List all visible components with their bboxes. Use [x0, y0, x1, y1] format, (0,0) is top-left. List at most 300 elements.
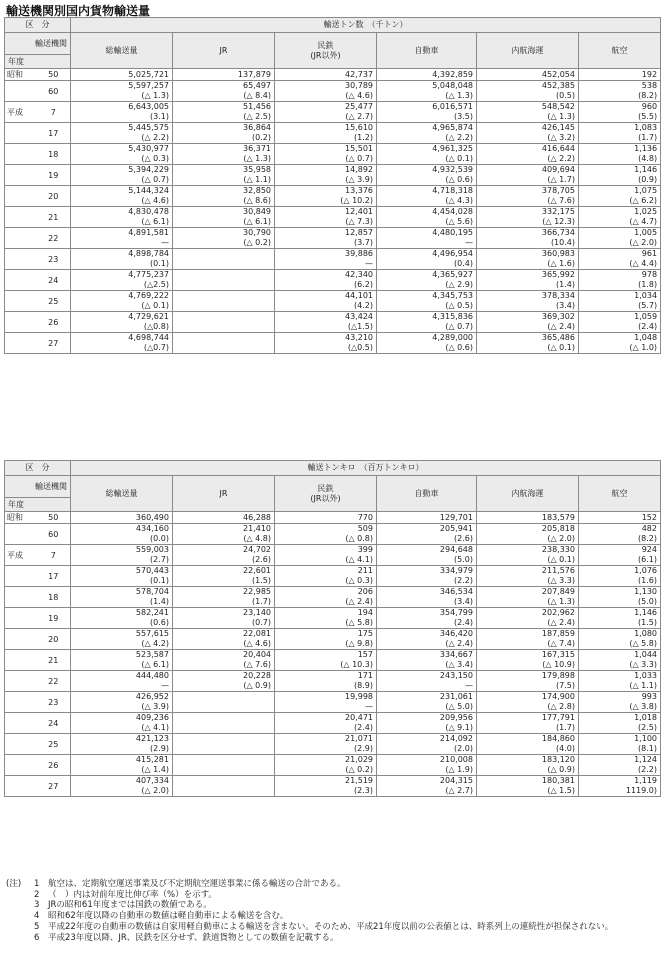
note-number: 4 [34, 911, 40, 922]
value-cell: 4,769,222 [71, 291, 173, 302]
value-cell: 1,146 [579, 608, 661, 619]
pct-cell [173, 301, 275, 312]
value-cell [173, 270, 275, 281]
value-cell: 194 [275, 608, 377, 619]
pct-cell: (△ 3.8) [579, 702, 661, 713]
value-cell: 205,818 [477, 524, 579, 535]
era-label: 昭和 [5, 512, 37, 524]
value-cell [173, 249, 275, 260]
value-cell: 334,979 [377, 566, 477, 577]
era-label [5, 249, 37, 270]
era-label [5, 207, 37, 228]
pct-cell: (△ 2.2) [477, 154, 579, 165]
table-row-pct [5, 786, 661, 797]
pct-cell: (1.4) [71, 597, 173, 608]
pct-cell: (△ 0.7) [275, 154, 377, 165]
value-cell: 4,392,859 [377, 69, 477, 81]
value-cell: 559,003 [71, 545, 173, 556]
pct-cell: (3.4) [377, 597, 477, 608]
value-cell: 167,315 [477, 650, 579, 661]
value-cell: 378,705 [477, 186, 579, 197]
value-cell: 4,289,000 [377, 333, 477, 344]
value-cell: 211,576 [477, 566, 579, 577]
value-cell: 25,477 [275, 102, 377, 113]
era-label [5, 734, 37, 755]
pct-cell: (△ 4.1) [71, 723, 173, 734]
table-row [5, 291, 661, 302]
value-cell: 1,136 [579, 144, 661, 155]
note-text: 平成23年度以降、JR、民鉄を区分せず、鉄道貨物としての数値を記載する。 [48, 932, 339, 943]
pct-cell: (△ 4.7) [579, 217, 661, 228]
value-cell: 407,334 [71, 776, 173, 787]
pct-cell: (△0.7) [71, 343, 173, 354]
value-cell: 175 [275, 629, 377, 640]
value-cell: 177,791 [477, 713, 579, 724]
table-row [5, 228, 661, 239]
value-cell: 582,241 [71, 608, 173, 619]
era-label [5, 123, 37, 144]
pct-cell: — [275, 259, 377, 270]
value-cell: 1,130 [579, 587, 661, 598]
pct-cell: (△ 9.1) [377, 723, 477, 734]
pct-cell: (△ 5.6) [377, 217, 477, 228]
era-label [5, 333, 37, 354]
value-cell: 4,729,621 [71, 312, 173, 323]
value-cell: 20,228 [173, 671, 275, 682]
value-cell: 5,048,048 [377, 81, 477, 92]
value-cell: 24,702 [173, 545, 275, 556]
value-cell: 1,146 [579, 165, 661, 176]
value-cell: 23,140 [173, 608, 275, 619]
table-row [5, 776, 661, 787]
value-cell: 960 [579, 102, 661, 113]
era-label [5, 81, 37, 102]
era-label [5, 608, 37, 629]
column-header: 内航海運 [477, 476, 579, 512]
pct-cell: (△ 0.9) [173, 681, 275, 692]
era-label [5, 671, 37, 692]
pct-cell: (△ 4.6) [173, 639, 275, 650]
pct-cell: (1.6) [579, 576, 661, 587]
pct-cell: (△ 3.9) [275, 175, 377, 186]
pct-cell: (△ 0.7) [377, 322, 477, 333]
note-item [6, 879, 661, 890]
pct-cell: (△ 3.3) [477, 576, 579, 587]
pct-cell: — [71, 681, 173, 692]
value-cell: 44,101 [275, 291, 377, 302]
value-cell: 15,610 [275, 123, 377, 134]
pct-cell: (2.5) [579, 723, 661, 734]
note-number: 1 [34, 879, 40, 889]
value-cell: 4,932,539 [377, 165, 477, 176]
pct-cell: (1.2) [275, 133, 377, 144]
value-cell: 35,958 [173, 165, 275, 176]
pct-cell: (△ 0.1) [377, 154, 477, 165]
value-cell: 207,849 [477, 587, 579, 598]
year-header: 年度 [5, 55, 71, 69]
value-cell: 152 [579, 512, 661, 524]
table-row-pct [5, 322, 661, 333]
table-row [5, 671, 661, 682]
value-cell: 4,480,195 [377, 228, 477, 239]
pct-cell: (△ 0.1) [477, 343, 579, 354]
value-cell: 360,983 [477, 249, 579, 260]
table-row [5, 587, 661, 598]
value-cell: 171 [275, 671, 377, 682]
pct-cell: (3.7) [275, 238, 377, 249]
value-cell: 426,952 [71, 692, 173, 703]
pct-cell: (0.5) [477, 91, 579, 102]
unit-header: 輸送トンキロ （百万トンキロ） [71, 461, 661, 476]
year-label: 22 [37, 228, 71, 249]
pct-cell: (△ 2.9) [377, 280, 477, 291]
table-row [5, 333, 661, 344]
table-row-pct [5, 301, 661, 312]
value-cell: 4,961,325 [377, 144, 477, 155]
table-row [5, 629, 661, 640]
value-cell: 6,016,571 [377, 102, 477, 113]
pct-cell: (△ 3.9) [71, 702, 173, 713]
pct-cell [173, 765, 275, 776]
pct-cell: (8.1) [579, 744, 661, 755]
pct-cell: (△1.5) [275, 322, 377, 333]
table-row [5, 81, 661, 92]
table-row-pct [5, 343, 661, 354]
pct-cell: (△0.5) [275, 343, 377, 354]
value-cell: 346,420 [377, 629, 477, 640]
table-row-pct [5, 175, 661, 186]
value-cell: 332,175 [477, 207, 579, 218]
year-label: 22 [37, 671, 71, 692]
pct-cell: (△ 2.4) [477, 618, 579, 629]
column-header: 自動車 [377, 476, 477, 512]
pct-cell: (5.5) [579, 112, 661, 123]
value-cell: 548,542 [477, 102, 579, 113]
value-cell: 238,330 [477, 545, 579, 556]
table-row [5, 566, 661, 577]
value-cell: 4,454,028 [377, 207, 477, 218]
year-label: 60 [37, 524, 71, 545]
value-cell: 1,124 [579, 755, 661, 766]
value-cell: 434,160 [71, 524, 173, 535]
year-label: 26 [37, 755, 71, 776]
table-row [5, 512, 661, 524]
pct-cell: (△ 1.3) [377, 91, 477, 102]
pct-cell: (△ 2.7) [377, 786, 477, 797]
value-cell: 426,145 [477, 123, 579, 134]
pct-cell: (△ 8.6) [173, 196, 275, 207]
section-header: 区 分 [5, 461, 71, 476]
pct-cell: (△ 0.7) [71, 175, 173, 186]
table-row-pct [5, 555, 661, 566]
pct-cell: (2.2) [377, 576, 477, 587]
value-cell: 578,704 [71, 587, 173, 598]
value-cell: 231,061 [377, 692, 477, 703]
pct-cell: (△ 2.2) [71, 133, 173, 144]
value-cell: 1,048 [579, 333, 661, 344]
pct-cell: (2.6) [173, 555, 275, 566]
table-row-pct [5, 112, 661, 123]
pct-cell: (2.4) [275, 723, 377, 734]
value-cell [173, 692, 275, 703]
table-row-pct [5, 259, 661, 270]
tonnage-table [4, 17, 661, 354]
table-row-pct [5, 217, 661, 228]
column-header: 民鉄 (JR以外) [275, 33, 377, 69]
pct-cell: (0.2) [173, 133, 275, 144]
value-cell: 42,737 [275, 69, 377, 81]
pct-cell: (3.5) [377, 112, 477, 123]
value-cell: 187,859 [477, 629, 579, 640]
table-row [5, 144, 661, 155]
pct-cell: — [377, 238, 477, 249]
column-header: 自動車 [377, 33, 477, 69]
value-cell: 129,701 [377, 512, 477, 524]
value-cell: 20,471 [275, 713, 377, 724]
value-cell: 15,501 [275, 144, 377, 155]
table-row-pct [5, 280, 661, 291]
pct-cell: (0.1) [71, 259, 173, 270]
value-cell: 21,071 [275, 734, 377, 745]
pct-cell [173, 280, 275, 291]
value-cell: 1,119 [579, 776, 661, 787]
pct-cell: (0.0) [71, 534, 173, 545]
era-label [5, 713, 37, 734]
note-text: 航空は、定期航空運送事業及び不定期航空運送事業に係る輸送の合計である。 [48, 879, 346, 889]
year-label: 24 [37, 713, 71, 734]
table-row-pct [5, 133, 661, 144]
year-label: 25 [37, 291, 71, 312]
column-header: 内航海運 [477, 33, 579, 69]
era-label [5, 165, 37, 186]
value-cell: 557,615 [71, 629, 173, 640]
era-label [5, 270, 37, 291]
pct-cell [173, 343, 275, 354]
value-cell: 523,587 [71, 650, 173, 661]
pct-cell: (△ 12.3) [477, 217, 579, 228]
value-cell: 1,083 [579, 123, 661, 134]
note-number: 2 [34, 889, 40, 900]
note-item [6, 911, 661, 922]
value-cell: 509 [275, 524, 377, 535]
note-number: 6 [34, 932, 40, 943]
pct-cell: (2.0) [377, 744, 477, 755]
pct-cell: (△ 7.3) [275, 217, 377, 228]
value-cell: 4,830,478 [71, 207, 173, 218]
pct-cell: (△ 6.2) [579, 196, 661, 207]
table-row [5, 312, 661, 323]
pct-cell: (2.9) [71, 744, 173, 755]
value-cell: 4,965,874 [377, 123, 477, 134]
era-label [5, 629, 37, 650]
year-label: 26 [37, 312, 71, 333]
value-cell: 4,891,581 [71, 228, 173, 239]
table-row-pct [5, 576, 661, 587]
value-cell: 243,150 [377, 671, 477, 682]
pct-cell: (△ 1.4) [71, 765, 173, 776]
value-cell: 43,210 [275, 333, 377, 344]
pct-cell: — [377, 681, 477, 692]
value-cell: 1,034 [579, 291, 661, 302]
table-row [5, 186, 661, 197]
year-label: 60 [37, 81, 71, 102]
tonkm-table [4, 460, 661, 797]
pct-cell [173, 702, 275, 713]
era-label [5, 566, 37, 587]
value-cell: 137,879 [173, 69, 275, 81]
pct-cell: (△ 4.8) [173, 534, 275, 545]
note-number: 5 [34, 921, 40, 932]
pct-cell: (△ 4.4) [579, 259, 661, 270]
era-label: 平成 [5, 545, 37, 566]
value-cell: 416,644 [477, 144, 579, 155]
pct-cell: (△ 2.2) [377, 133, 477, 144]
table-row-pct [5, 618, 661, 629]
pct-cell: — [71, 238, 173, 249]
pct-cell: (△ 10.2) [275, 196, 377, 207]
pct-cell: (△ 2.0) [477, 534, 579, 545]
value-cell: 19,998 [275, 692, 377, 703]
value-cell: 4,496,954 [377, 249, 477, 260]
note-text: 昭和62年度以降の自動車の数値は軽自動車による輸送を含む。 [48, 911, 289, 922]
value-cell: 202,962 [477, 608, 579, 619]
year-label: 50 [37, 69, 71, 81]
value-cell: 444,480 [71, 671, 173, 682]
pct-cell: (0.1) [71, 576, 173, 587]
note-label [6, 911, 34, 922]
table-row-pct [5, 196, 661, 207]
value-cell: 5,430,977 [71, 144, 173, 155]
value-cell: 184,860 [477, 734, 579, 745]
value-cell: 30,790 [173, 228, 275, 239]
note-label [6, 900, 34, 911]
note-text: （ ）内は対前年度比伸び率（%）を示す。 [48, 889, 217, 900]
pct-cell: (△ 10.9) [477, 660, 579, 671]
year-label: 18 [37, 144, 71, 165]
pct-cell: (△ 2.0) [71, 786, 173, 797]
value-cell: 346,534 [377, 587, 477, 598]
note-item [6, 890, 661, 901]
value-cell [173, 734, 275, 745]
value-cell: 4,718,318 [377, 186, 477, 197]
pct-cell: (△ 3.3) [579, 660, 661, 671]
pct-cell: (1.5) [173, 576, 275, 587]
note-item [6, 900, 661, 911]
table-row-pct [5, 597, 661, 608]
pct-cell: (△ 0.1) [71, 301, 173, 312]
value-cell: 415,281 [71, 755, 173, 766]
era-label [5, 587, 37, 608]
pct-cell: (△ 1.0) [579, 343, 661, 354]
year-label: 27 [37, 333, 71, 354]
pct-cell: (2.3) [275, 786, 377, 797]
pct-cell: (△ 1.1) [173, 175, 275, 186]
pct-cell [173, 259, 275, 270]
value-cell: 334,667 [377, 650, 477, 661]
value-cell: 192 [579, 69, 661, 81]
notes [6, 879, 661, 943]
pct-cell: (△ 9.8) [275, 639, 377, 650]
pct-cell: (1.4) [477, 280, 579, 291]
pct-cell: (△ 0.5) [377, 301, 477, 312]
pct-cell: (3.4) [477, 301, 579, 312]
table-row-pct [5, 534, 661, 545]
value-cell: 211 [275, 566, 377, 577]
value-cell: 570,443 [71, 566, 173, 577]
section-header: 区 分 [5, 18, 71, 33]
table-row [5, 69, 661, 81]
value-cell: 5,144,324 [71, 186, 173, 197]
value-cell: 409,236 [71, 713, 173, 724]
value-cell: 378,334 [477, 291, 579, 302]
year-label: 20 [37, 186, 71, 207]
table-row-pct [5, 681, 661, 692]
value-cell: 43,424 [275, 312, 377, 323]
table-row [5, 102, 661, 113]
value-cell: 20,404 [173, 650, 275, 661]
value-cell: 209,956 [377, 713, 477, 724]
value-cell: 421,123 [71, 734, 173, 745]
note-item [6, 933, 661, 944]
pct-cell: (1.7) [173, 597, 275, 608]
value-cell: 1,025 [579, 207, 661, 218]
pct-cell: (△ 1.6) [477, 259, 579, 270]
table-row [5, 755, 661, 766]
year-label: 7 [37, 545, 71, 566]
pct-cell: (△ 1.3) [173, 154, 275, 165]
value-cell: 1,080 [579, 629, 661, 640]
pct-cell: (△ 7.4) [477, 639, 579, 650]
pct-cell: (2.9) [275, 744, 377, 755]
table-row [5, 608, 661, 619]
value-cell: 206 [275, 587, 377, 598]
pct-cell: (2.6) [377, 534, 477, 545]
era-label [5, 291, 37, 312]
value-cell [173, 291, 275, 302]
pct-cell: (8.2) [579, 534, 661, 545]
pct-cell: (△ 0.9) [477, 765, 579, 776]
pct-cell: (△ 6.1) [173, 217, 275, 228]
pct-cell: (4.2) [275, 301, 377, 312]
table-row-pct [5, 723, 661, 734]
year-label: 23 [37, 692, 71, 713]
era-label [5, 755, 37, 776]
agency-header: 輸送機関 [5, 476, 71, 498]
value-cell: 365,992 [477, 270, 579, 281]
pct-cell: (△ 5.0) [377, 702, 477, 713]
pct-cell: (△ 2.4) [275, 597, 377, 608]
table-row-pct [5, 702, 661, 713]
year-label: 21 [37, 650, 71, 671]
table-row [5, 123, 661, 134]
pct-cell: (6.1) [579, 555, 661, 566]
value-cell: 205,941 [377, 524, 477, 535]
value-cell: 993 [579, 692, 661, 703]
pct-cell: 1119.0) [579, 786, 661, 797]
value-cell: 365,486 [477, 333, 579, 344]
era-label [5, 312, 37, 333]
value-cell: 5,025,721 [71, 69, 173, 81]
value-cell: 1,018 [579, 713, 661, 724]
value-cell: 1,075 [579, 186, 661, 197]
pct-cell: (2.4) [377, 618, 477, 629]
pct-cell: (△ 0.8) [275, 534, 377, 545]
pct-cell: (△ 7.6) [477, 196, 579, 207]
pct-cell: (0.6) [71, 618, 173, 629]
value-cell: 183,120 [477, 755, 579, 766]
pct-cell: (△ 1.5) [477, 786, 579, 797]
pct-cell: — [275, 702, 377, 713]
